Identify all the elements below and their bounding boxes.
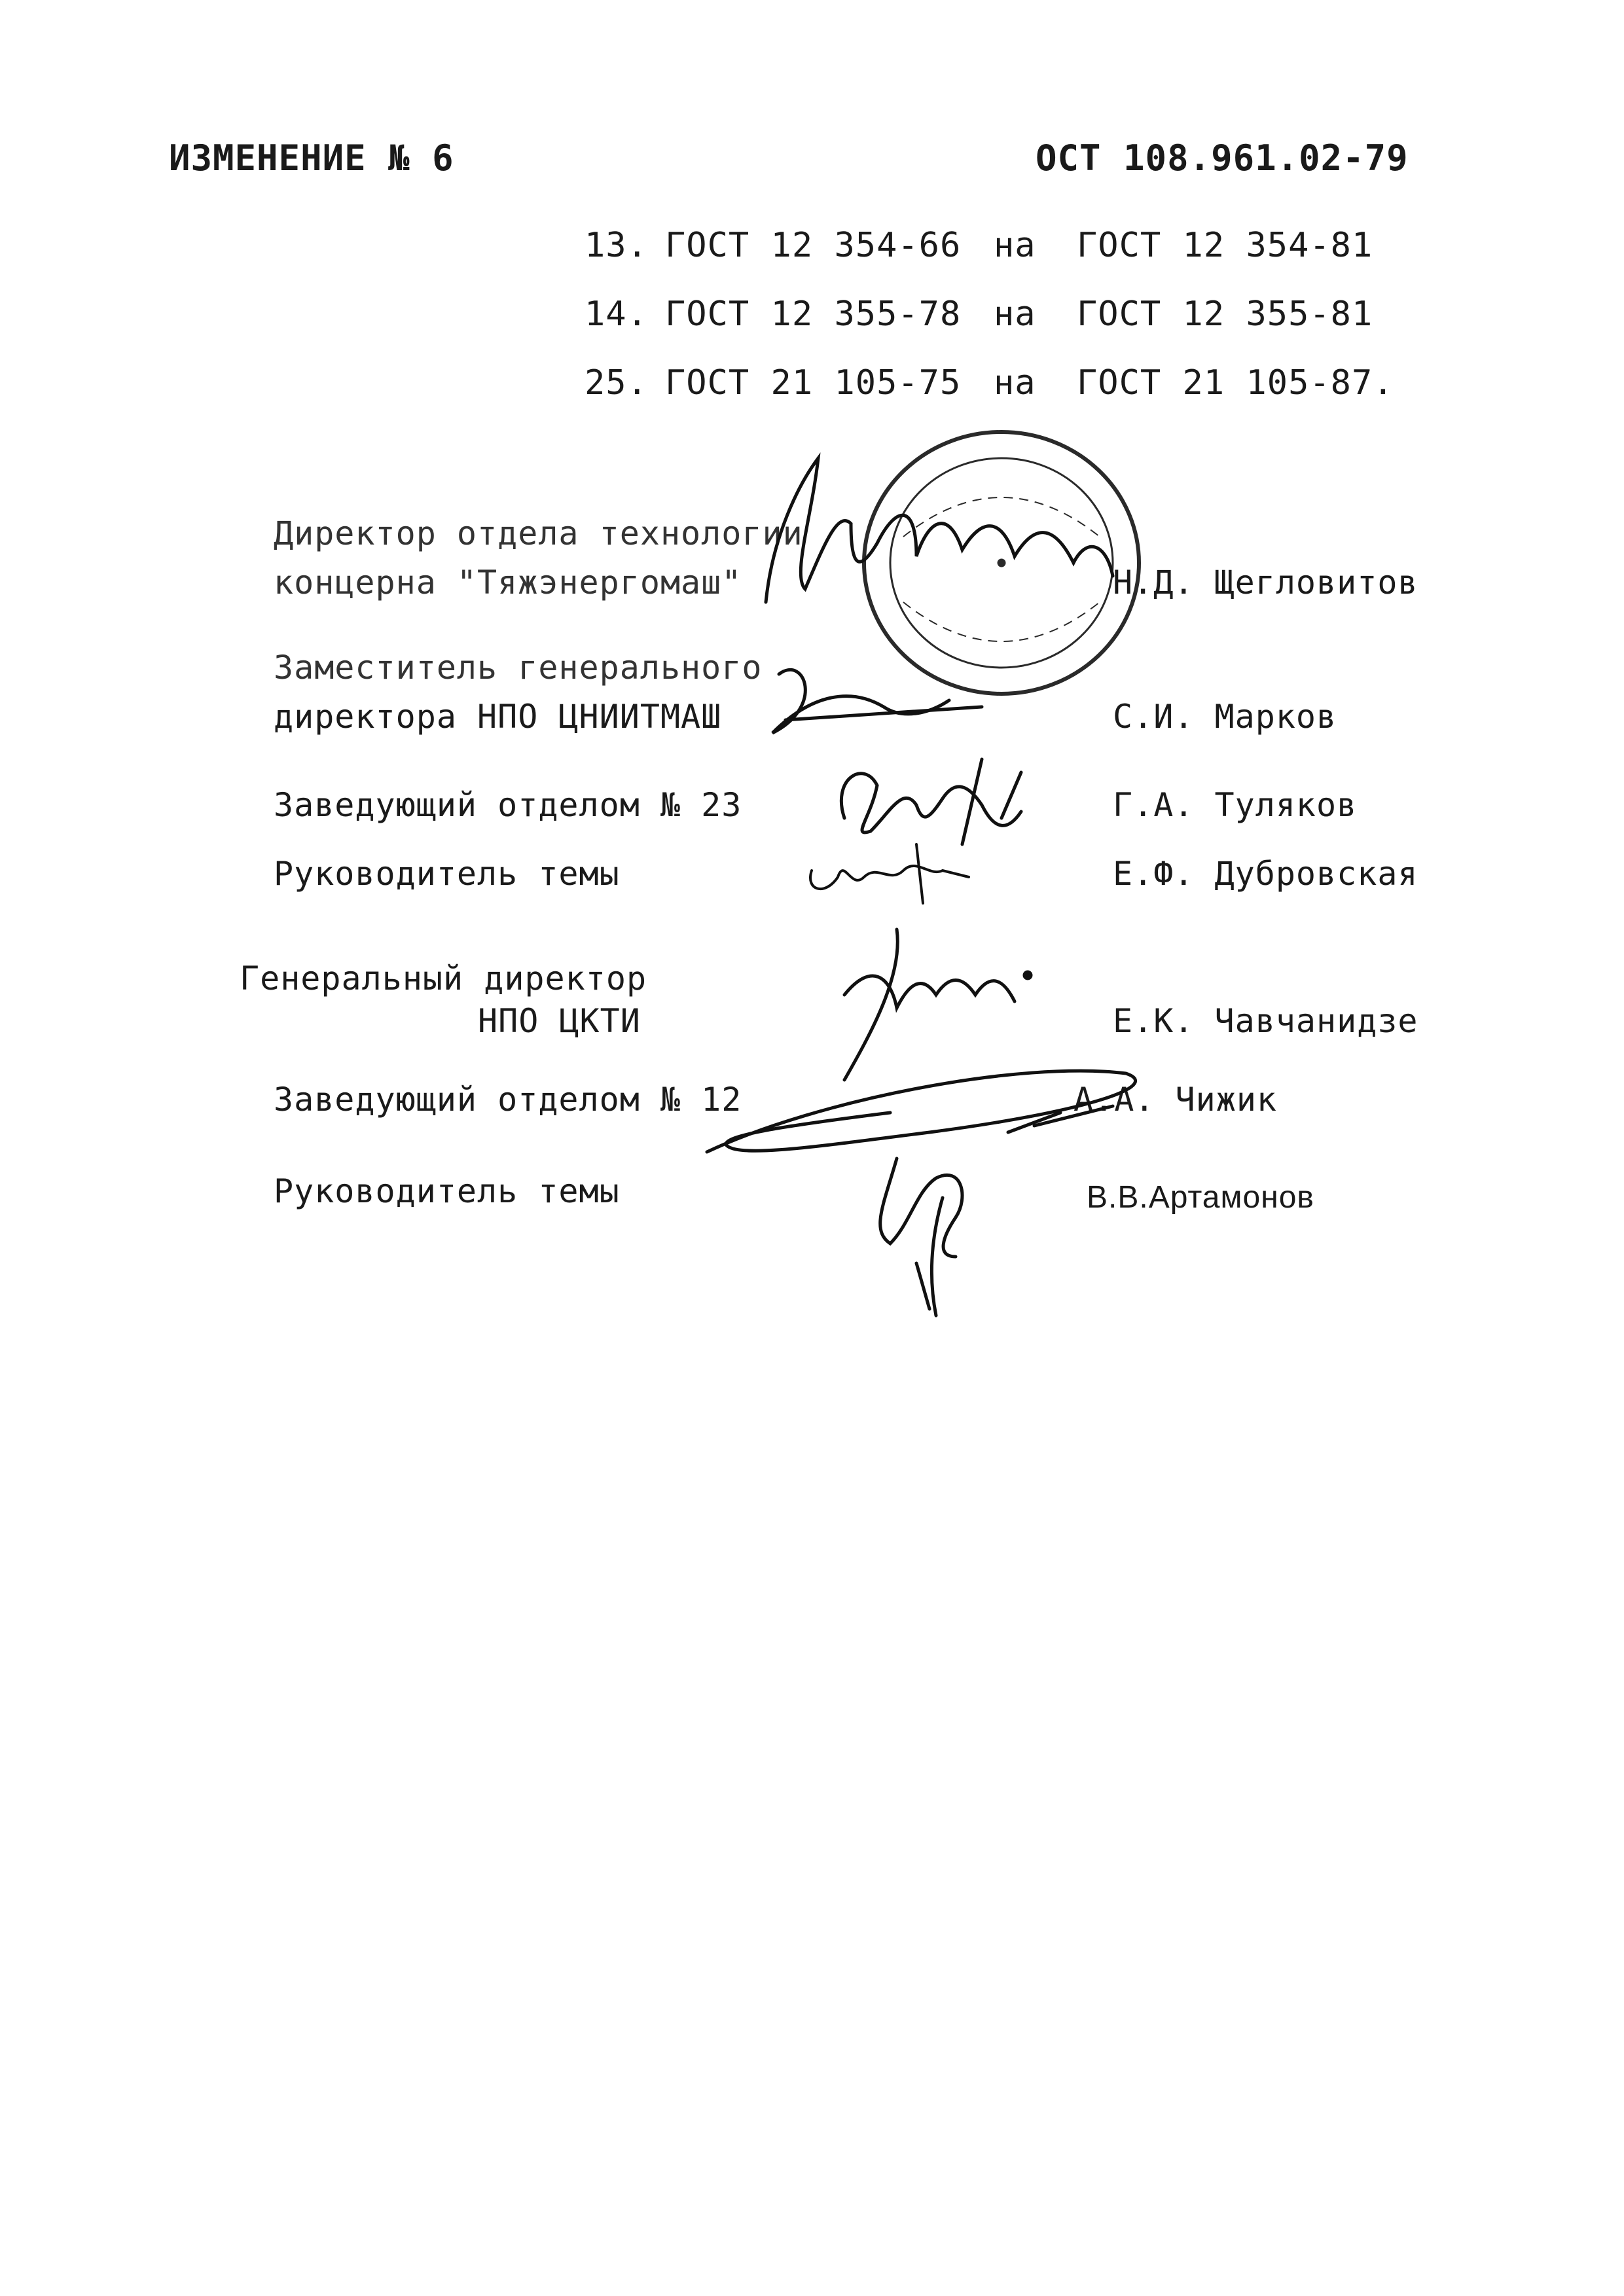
replacement-number: 14. <box>585 295 648 334</box>
signatory-name: Е.К. Чавчанидзе <box>1113 1002 1418 1040</box>
signature-topic-lead <box>810 844 969 903</box>
replacement-new-standard: ГОСТ 12 354-81 <box>1077 226 1373 265</box>
replacement-old-standard: ГОСТ 12 355-78 <box>665 295 962 334</box>
signatory-title: Руководитель темы <box>274 855 620 893</box>
signatory-name: Г.А. Туляков <box>1113 786 1358 824</box>
replacement-conjunction: на <box>994 363 1036 403</box>
replacement-new-standard: ГОСТ 21 105-87. <box>1077 363 1394 403</box>
signature-general-director <box>844 929 1031 1080</box>
replacement-old-standard: ГОСТ 12 354-66 <box>665 226 962 265</box>
signatory-name: С.И. Марков <box>1113 698 1337 736</box>
signatory-name: В.В.Артамонов <box>1087 1180 1314 1215</box>
signatory-title: Руководитель темы <box>274 1172 620 1210</box>
signatory-title: Генеральный директор <box>240 960 647 997</box>
replacement-conjunction: на <box>994 295 1036 334</box>
signatory-name: А.А. Чижик <box>1074 1081 1278 1119</box>
change-number-label: ИЗМЕНЕНИЕ № 6 <box>169 137 454 179</box>
signatory-title: Заведующий отделом № 12 <box>274 1081 742 1119</box>
replacement-number: 25. <box>585 363 648 403</box>
signature-artamonov <box>880 1158 962 1316</box>
signatory-title: Директор отдела технологии <box>274 514 803 552</box>
signatory-name: Н.Д. Щегловитов <box>1113 564 1418 601</box>
replacement-new-standard: ГОСТ 12 355-81 <box>1077 295 1373 334</box>
signatory-name: Е.Ф. Дубровская <box>1113 855 1418 893</box>
replacement-conjunction: на <box>994 226 1036 265</box>
replacement-old-standard: ГОСТ 21 105-75 <box>665 363 962 403</box>
signature-director <box>766 458 1113 733</box>
signature-head-dept-12 <box>707 1071 1136 1152</box>
signature-head-dept-23 <box>841 759 1021 844</box>
signatory-title: НПО ЦКТИ <box>478 1002 641 1040</box>
round-stamp <box>864 432 1139 694</box>
replacement-number: 13. <box>585 226 648 265</box>
standard-code: ОСТ 108.961.02-79 <box>1036 137 1409 179</box>
signatory-title: концерна "Тяжэнергомаш" <box>274 564 742 601</box>
signatory-title: Заместитель генерального <box>274 649 763 687</box>
signatory-title: Заведующий отделом № 23 <box>274 786 742 824</box>
signatory-title: директора НПО ЦНИИТМАШ <box>274 698 722 736</box>
